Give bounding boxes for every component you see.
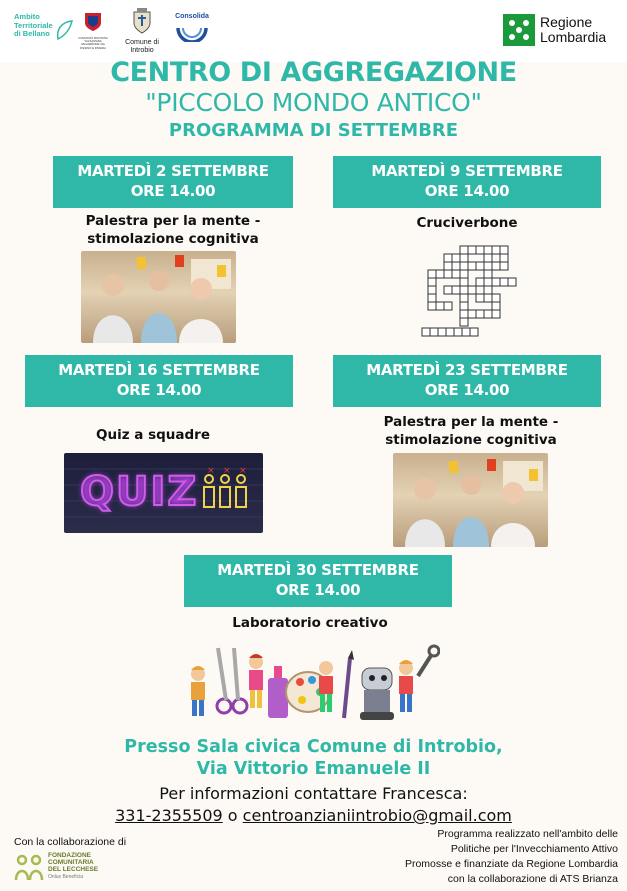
event-date: MARTEDÌ 30 SETTEMBRE bbox=[217, 561, 419, 579]
svg-text:×: × bbox=[207, 466, 215, 476]
event-date-band bbox=[333, 156, 601, 208]
activity-line: Palestra per la mente - bbox=[85, 213, 261, 229]
logo-consolida-text: Consolida bbox=[175, 13, 209, 20]
collaboration-label: Con la collaborazione di bbox=[14, 836, 127, 848]
quiz-neon-image bbox=[64, 453, 263, 533]
event-activity bbox=[40, 212, 306, 248]
program-heading: PROGRAMMA DI SETTEMBRE bbox=[168, 120, 459, 141]
footer-note bbox=[318, 827, 618, 887]
activity-line: Palestra per la mente - bbox=[383, 414, 559, 430]
crest-icon bbox=[84, 12, 102, 32]
logo-ambito-text: Ambito Territoriale di Bellano bbox=[14, 12, 53, 38]
logo-fondazione bbox=[14, 852, 124, 888]
footer-note-line: con la collaborazione di ATS Brianza bbox=[447, 873, 618, 885]
footer-note-line: Promosse e finanziate da Regione Lombardia bbox=[404, 858, 618, 870]
activity-line: stimolazione cognitiva bbox=[385, 432, 557, 448]
svg-text:×: × bbox=[239, 466, 247, 476]
event-activity bbox=[333, 413, 609, 449]
logo-comune-text: Comune di Introbio bbox=[125, 39, 159, 54]
logo-consolida bbox=[172, 13, 212, 47]
seniors-exercise-image bbox=[81, 251, 236, 343]
regione-rose-icon bbox=[503, 14, 535, 46]
event-date-band bbox=[25, 355, 293, 407]
svg-text:×: × bbox=[223, 466, 231, 476]
location-line: Presso Sala civica Comune di Introbio, bbox=[124, 737, 503, 757]
seniors-exercise-photo bbox=[81, 251, 236, 343]
regione-text: Regione Lombardia bbox=[540, 14, 607, 45]
event-time: ORE 14.00 bbox=[116, 381, 202, 399]
event-time: ORE 14.00 bbox=[275, 581, 361, 599]
event-time: ORE 14.00 bbox=[424, 381, 510, 399]
contact-line bbox=[0, 805, 627, 826]
logo-comune-introbio bbox=[123, 8, 161, 56]
event-date: MARTEDÌ 16 SETTEMBRE bbox=[58, 361, 260, 379]
fondazione-line: FONDAZIONE bbox=[48, 852, 91, 859]
activity-line: Cruciverbone bbox=[416, 215, 518, 231]
event-date: MARTEDÌ 9 SETTEMBRE bbox=[371, 162, 563, 180]
event-date-band bbox=[184, 555, 452, 607]
activity-line: Quiz a squadre bbox=[96, 427, 210, 443]
event-activity bbox=[184, 614, 436, 632]
creative-lab-illustration bbox=[180, 640, 440, 724]
location-address: Via Vittorio Emanuele II bbox=[196, 759, 431, 779]
footer-note-line: Politiche per l'Invecchiamento Attivo bbox=[450, 843, 618, 855]
logo-ambito-bellano bbox=[14, 13, 72, 41]
fondazione-line: COMUNITARIA bbox=[48, 859, 94, 867]
leaf-icon bbox=[54, 19, 74, 41]
fondazione-line: DEL LECCHESE bbox=[48, 866, 99, 874]
phone-link[interactable]: 331-2355509 bbox=[115, 806, 223, 825]
seniors-exercise-photo bbox=[393, 453, 548, 547]
contact-separator: o bbox=[227, 806, 238, 825]
event-date-band bbox=[53, 156, 293, 208]
seniors-exercise-image bbox=[393, 453, 548, 547]
consolida-circle-icon bbox=[175, 20, 209, 42]
page-title: CENTRO DI AGGREGAZIONE bbox=[110, 57, 517, 88]
event-activity bbox=[333, 214, 601, 232]
activity-line: stimolazione cognitiva bbox=[87, 231, 259, 247]
email-link[interactable]: centroanzianiintrobio@gmail.com bbox=[242, 806, 512, 825]
logo-comunita-montana bbox=[77, 12, 109, 48]
coat-of-arms-icon bbox=[131, 8, 153, 34]
event-time: ORE 14.00 bbox=[130, 182, 216, 200]
fondazione-text bbox=[48, 852, 98, 881]
event-date: MARTEDÌ 23 SETTEMBRE bbox=[366, 361, 568, 379]
contact-intro: Per informazioni contattare Francesca: bbox=[159, 784, 468, 803]
event-time: ORE 14.00 bbox=[424, 182, 510, 200]
fondazione-people-icon bbox=[14, 854, 44, 882]
crossword-illustration bbox=[420, 244, 520, 338]
activity-line: Laboratorio creativo bbox=[232, 615, 388, 631]
footer-note-line: Programma realizzato nell'ambito delle bbox=[437, 828, 618, 840]
page-subtitle: "PICCOLO MONDO ANTICO" bbox=[145, 88, 482, 117]
quiz-neon-text: QUIZ bbox=[80, 469, 199, 515]
event-date: MARTEDÌ 2 SETTEMBRE bbox=[77, 162, 269, 180]
event-date-band bbox=[333, 355, 601, 407]
event-activity bbox=[25, 426, 281, 444]
fondazione-line: Onlus Beneficia bbox=[48, 873, 84, 880]
logo-comunita-text: COMUNITÀ MONTANA VALSASSINA VALVARRONE VAL D'ESINO E RIVIERA bbox=[78, 36, 108, 50]
logo-regione-lombardia bbox=[503, 14, 621, 48]
